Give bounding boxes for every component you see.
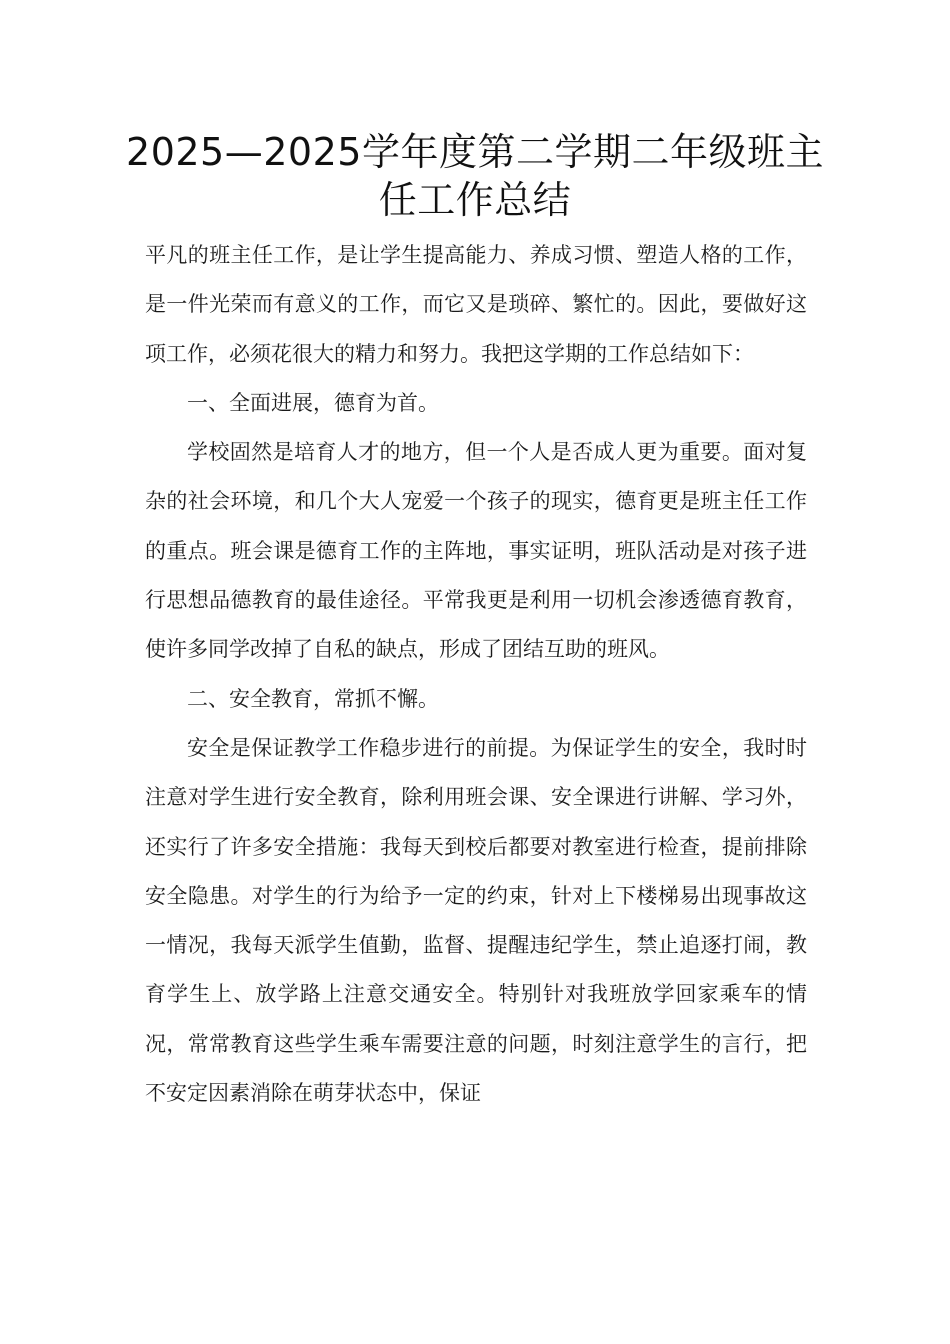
document-body <box>145 231 807 1118</box>
paragraph-intro: 平凡的班主任工作，是让学生提高能力、养成习惯、塑造人格的工作，是一件光荣而有意义的工作，而它又是琐碎、繁忙的。因此，要做好这项工作，必须花很大的精力和努力。我把这学期的工作总结如下： <box>145 243 807 366</box>
document-title: 2025—2025学年度第二学期二年级班主任工作总结 <box>126 130 824 222</box>
section-heading-safety-education: 二、安全教育，常抓不懈。 <box>187 686 439 711</box>
paragraph-moral-education: 学校固然是培育人才的地方，但一个人是否成人更为重要。面对复杂的社会环境，和几个大人宠爱一个孩子的现实，德育更是班主任工作的重点。班会课是德育工作的主阵地，事实证明，班队活动是对孩子进行思想品德教育的最佳途径。平常我更是利用一切机会渗透德育教育，使许多同学改掉了自私的缺点，形成了团结互助的班风。 <box>145 440 807 662</box>
paragraph-safety-education: 安全是保证教学工作稳步进行的前提。为保证学生的安全，我时时注意对学生进行安全教育，除利用班会课、安全课进行讲解、学习外，还实行了许多安全措施：我每天到校后都要对教室进行检查，提前排除安全隐患。对学生的行为给予一定的约束，针对上下楼梯易出现事故这一情况，我每天派学生值勤，监督、提醒违纪学生，禁止追逐打闹，教育学生上、放学路上注意交通安全。特别针对我班放学回家乘车的情况，常常教育这些学生乘车需要注意的问题，时刻注意学生的言行，把不安定因素消除在萌芽状态中，保证 <box>145 735 807 1106</box>
section-heading-moral-education: 一、全面进展，德育为首。 <box>187 390 439 415</box>
